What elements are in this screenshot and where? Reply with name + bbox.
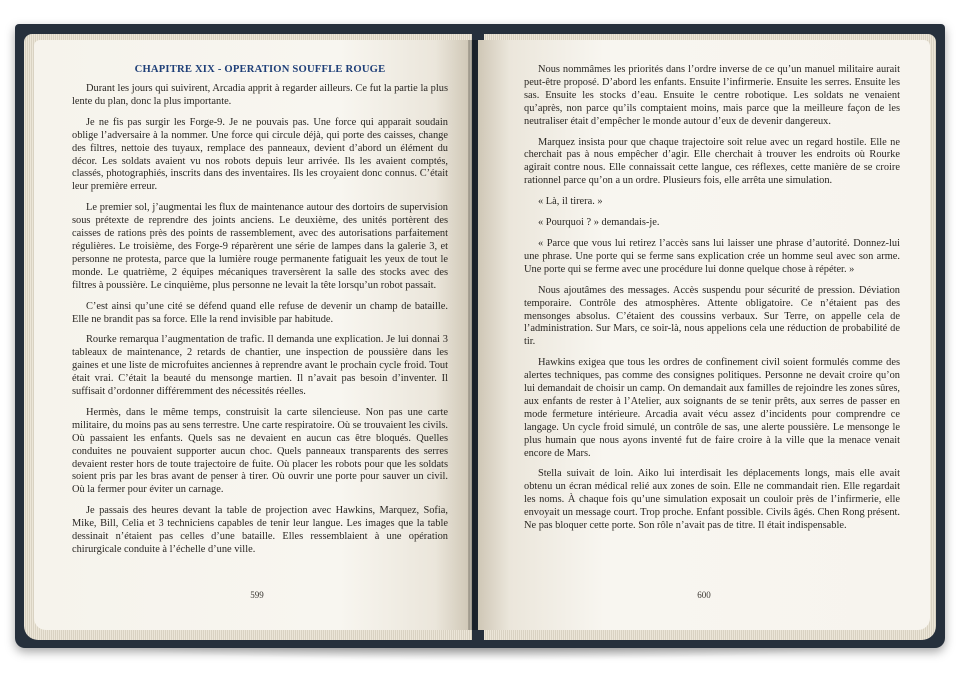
paragraph: Durant les jours qui suivirent, Arcadia apprit à regarder ailleurs. Ce fut la partie la plus lente du plan, donc la plus importante.	[72, 83, 448, 107]
page-number-right: 600	[697, 590, 711, 600]
paragraph: Stella suivait de loin. Aiko lui interdisait les déplacements longs, mais elle avait obtenu un écran médical relié aux zones de soin. Elle ne commandait rien. Elle regardait les noms. À chaque fois qu’une simulation exposait un couloir près de l’infirmerie, elle envoyait un message court. Trop proche. Enfant possible. Civils âgés. Chen Rong présent. Ne pas bloquer cette porte. Son rôle n’avait pas de titre. Il était indispensable.	[524, 468, 900, 532]
paragraph: Hawkins exigea que tous les ordres de confinement civil soient formulés comme des alertes techniques, pas comme des consignes politiques. Personne ne devait croire qu’on lui demandait de choisir un camp. On demandait aux familles de rejoindre les zones sûres, aux enfants de rester à l’Atelier, aux soignants de se tenir prêts, aux serres de passer en mode fermeture intérieure. Arcadia avait vécu assez d’incidents pour comprendre ce langage. Un cycle froid simulé, un contrôle de sas, une alerte poussière. Le mensonge le plus humain que nous ayons inventé fut de faire croire à la ville que la menace venait encore de Mars.	[524, 357, 900, 459]
paragraph: Nous ajoutâmes des messages. Accès suspendu pour sécurité de pression. Déviation temporaire. Contrôle des atmosphères. Attente obligatoire. Ce n’étaient pas des mensonges absolus. C’étaient des coussins verbaux. Sur Terre, on appelle cela de l’administration. Sur Mars, ce soir-là, nous appelions cela une réduction de probabilité de tir.	[524, 284, 900, 348]
paragraph: Hermès, dans le même temps, construisit la carte silencieuse. Non pas une carte militaire, du moins pas au sens terrestre. Une carte respiratoire. Où se trouvaient les civils. Où passaient les enfants. Quels sas ne devaient en aucun cas être bloqués. Quelles conduites ne pouvaient supporter aucun choc. Quels panneaux transparents des serres devaient rester hors de toute trajectoire de fuite. Où placer les robots pour que les soldats soient pris par les bras avant de penser à tirer. Où ouvrir une porte pour sauver un civil. Où la fermer pour éviter un carnage.	[72, 406, 448, 496]
chapter-title: CHAPITRE XIX - OPERATION SOUFFLE ROUGE	[134, 64, 386, 75]
paragraph: Le premier sol, j’augmentai les flux de maintenance autour des dortoirs de supervision sous prétexte de reprendre des joints anciens. Le deuxième, des unités portèrent des caisses de rations près des points de rassemblement, avec des autorisations parfaitement régulières. Le troisième, des Forge-9 réparèrent une série de lampes dans la galerie 3, et personne ne protesta, parce que la lumière rouge permanente fatiguait les yeux de tout le monde. Le quatrième, 2 équipes mécaniques traversèrent la salle des stocks avec des filtres à poussière. Le cinquième, plus personne ne levait la tête lorsqu’un robot passait.	[72, 202, 448, 291]
paragraph: Marquez insista pour que chaque trajectoire soit relue avec un regard hostile. Elle ne cherchait pas à nous empêcher d’agir. Elle cherchait à trouver les endroits où Rourke agirait contre nous. Elle connaissait cette langue, ces réflexes, cette manière de se croire rationnel parce qu’on a un ordre. Plusieurs fois, elle arrêta une simulation.	[524, 136, 900, 187]
paragraph: Rourke remarqua l’augmentation de trafic. Il demanda une explication. Je lui donnai 3 tableaux de maintenance, 2 retards de chantier, une inspection de poussière dans les gaines et une liste de microfuites anciennes à reprendre avant le prochain cycle froid. Tout était vrai. C’était la beauté du mensonge martien. Il n’avait pas besoin d’inventer. Il suffisait d’ordonner différemment des nécessités réelles.	[72, 334, 448, 398]
paragraph: C’est ainsi qu’une cité se défend quand elle refuse de devenir un champ de bataille. Elle ne brandit pas sa force. Elle la rend invisible par habitude.	[72, 300, 448, 325]
page-number-left: 599	[250, 590, 264, 600]
paragraph: Je ne fis pas surgir les Forge-9. Je ne pouvais pas. Une force qui apparait soudain oblige l’adversaire à la nommer. Une force qui circule déjà, qui porte des caisses, change des filtres, nettoie des tuyaux, remplace des panneaux, devient d’abord un élément du décor. Les soldats avaient vu nos robots depuis leur arrivée. Ils les avaient comptés, classés, photographiés, inscrits dans des inventaires. Ils les croyaient donc connus. C’était leur première erreur.	[72, 116, 448, 193]
right-page	[478, 40, 930, 630]
paragraph: Je passais des heures devant la table de projection avec Hawkins, Marquez, Sofia, Mike, Bill, Celia et 3 techniciens capables de tenir leur langue. Les images que la table dessinait n’étaient pas celles d’une bataille. Elles ressemblaient à une opération chirurgicale conduite à l’échelle d’une ville.	[72, 505, 448, 555]
left-page	[34, 40, 470, 630]
paragraph: « Parce que vous lui retirez l’accès sans lui laisser une phrase d’autorité. Donnez-lui une phrase. Une porte qui se ferme sans explication crée un homme seul avec son arme. Une porte qui se ferme avec une procédure lui donne quelque chose à répéter. »	[524, 237, 900, 275]
paragraph: « Là, il tirera. »	[538, 196, 603, 208]
paragraph: Nous nommâmes les priorités dans l’ordre inverse de ce qu’un manuel militaire aurait peut-être proposé. D’abord les enfants. Ensuite l’infirmerie. Ensuite les serres. Ensuite les sas. Ensuite les stocks d’eau. Ensuite le centre robotique. Les soldats ne venaient qu’après, non parce qu’ils comptaient moins, mais parce que la meilleure façon de les neutraliser était d’empêcher le monde autour d’eux de devenir dangereux.	[524, 64, 900, 127]
paragraph: « Pourquoi ? » demandais-je.	[538, 217, 660, 229]
